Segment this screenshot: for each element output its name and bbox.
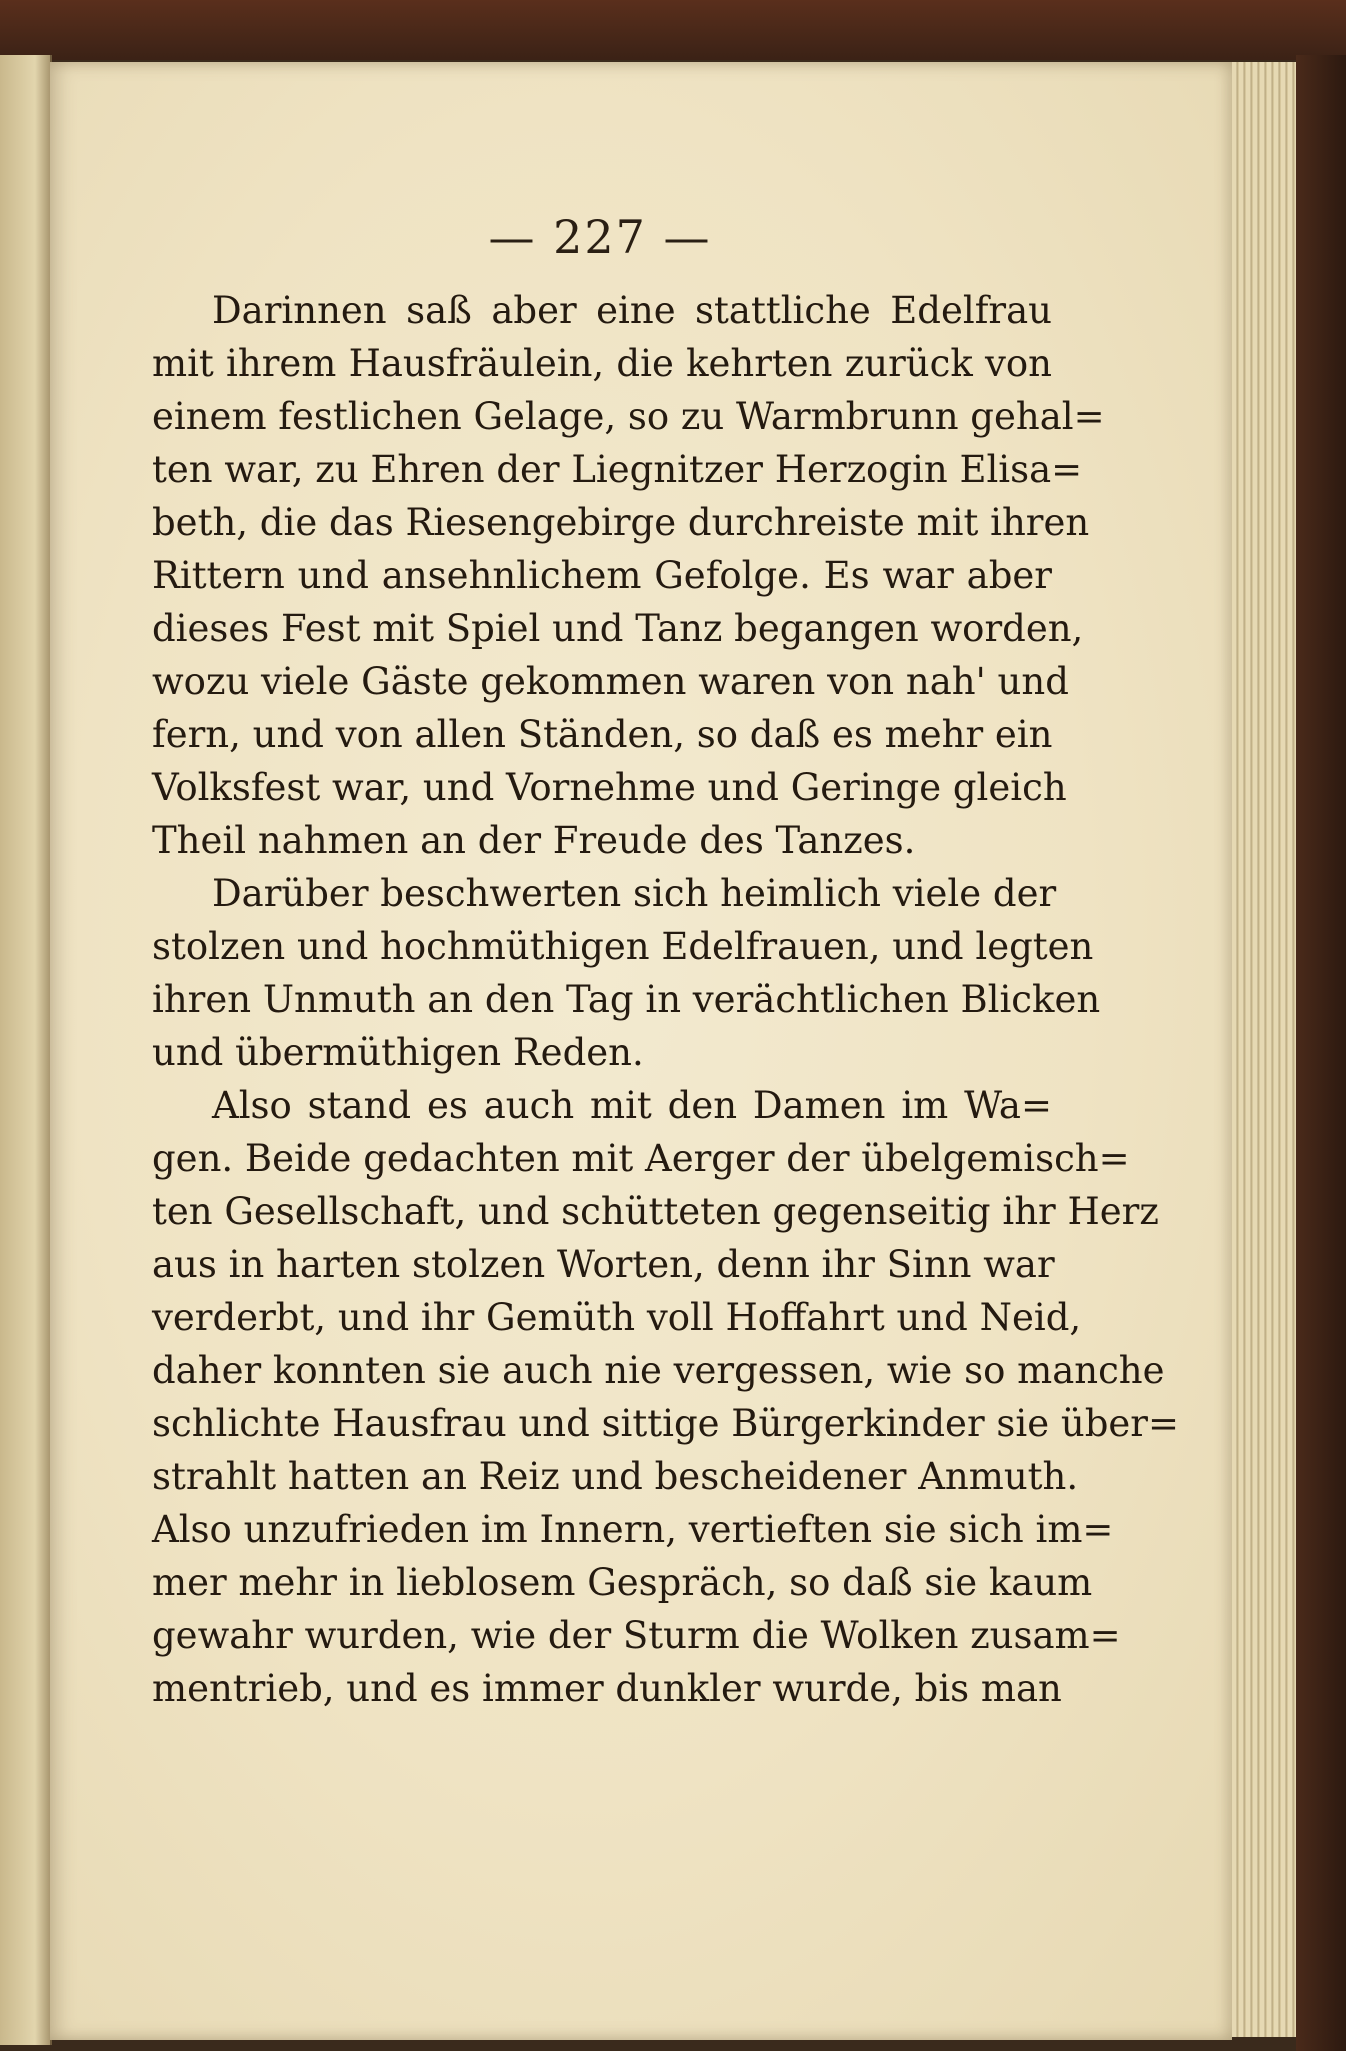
text-line: Darüber beschwerten sich heimlich viele der xyxy=(212,872,1057,915)
page-stack-edge xyxy=(1230,62,1302,2037)
text-line: fern, und von allen Ständen, so daß es mehr ein xyxy=(152,713,1053,756)
text-line: Darinnen saß aber eine stattliche Edelfrau xyxy=(212,289,1052,332)
text-line: ten war, zu Ehren der Liegnitzer Herzogin Elisa= xyxy=(152,448,1083,491)
text-line: mer mehr in lieblosem Gespräch, so daß sie kaum xyxy=(152,1561,1093,1604)
text-line: schlichte Hausfrau und sittige Bürgerkinder sie über= xyxy=(152,1402,1179,1445)
book-cover-edge xyxy=(1296,55,1346,2051)
text-line: ten Gesellschaft, und schütteten gegenseitig ihr Herz xyxy=(152,1190,1159,1233)
text-line: gewahr wurden, wie der Sturm die Wolken zusam= xyxy=(152,1614,1121,1657)
text-line: Theil nahmen an der Freude des Tanzes. xyxy=(152,819,916,862)
facing-page-edge xyxy=(0,55,52,2045)
text-line: mit ihrem Hausfräulein, die kehrten zurück von xyxy=(152,342,1052,385)
book-top-edge xyxy=(0,0,1346,60)
text-line: ihren Unmuth an den Tag in verächtlichen Blicken xyxy=(152,978,1101,1021)
text-line: stolzen und hochmüthigen Edelfrauen, und legten xyxy=(152,925,1094,968)
text-line: Rittern und ansehnlichem Gefolge. Es war aber xyxy=(152,554,1052,597)
text-line: strahlt hatten an Reiz und bescheidener Anmuth. xyxy=(152,1455,1079,1498)
text-line: beth, die das Riesengebirge durchreiste mit ihren xyxy=(152,501,1090,544)
text-line: aus in harten stolzen Worten, denn ihr Sinn war xyxy=(152,1243,1055,1286)
text-line: Also unzufrieden im Innern, vertieften sie sich im= xyxy=(152,1508,1114,1551)
page-number: — 227 — xyxy=(488,210,712,264)
text-line: daher konnten sie auch nie vergessen, wie so manche xyxy=(152,1349,1165,1392)
body-text xyxy=(152,284,1179,1715)
text-line: dieses Fest mit Spiel und Tanz begangen worden, xyxy=(152,607,1084,650)
text-line: und übermüthigen Reden. xyxy=(152,1031,644,1074)
text-line: Volksfest war, und Vornehme und Geringe gleich xyxy=(152,766,1067,809)
text-line: Also stand es auch mit den Damen im Wa= xyxy=(212,1084,1052,1127)
text-line: einem festlichen Gelage, so zu Warmbrunn gehal= xyxy=(152,395,1105,438)
text-line: mentrieb, und es immer dunkler wurde, bis man xyxy=(152,1667,1062,1710)
text-line: verderbt, und ihr Gemüth voll Hoffahrt und Neid, xyxy=(152,1296,1082,1339)
book-page xyxy=(50,62,1232,2040)
text-line: wozu viele Gäste gekommen waren von nah' und xyxy=(152,660,1069,703)
text-line: gen. Beide gedachten mit Aerger der übelgemisch= xyxy=(152,1137,1130,1180)
